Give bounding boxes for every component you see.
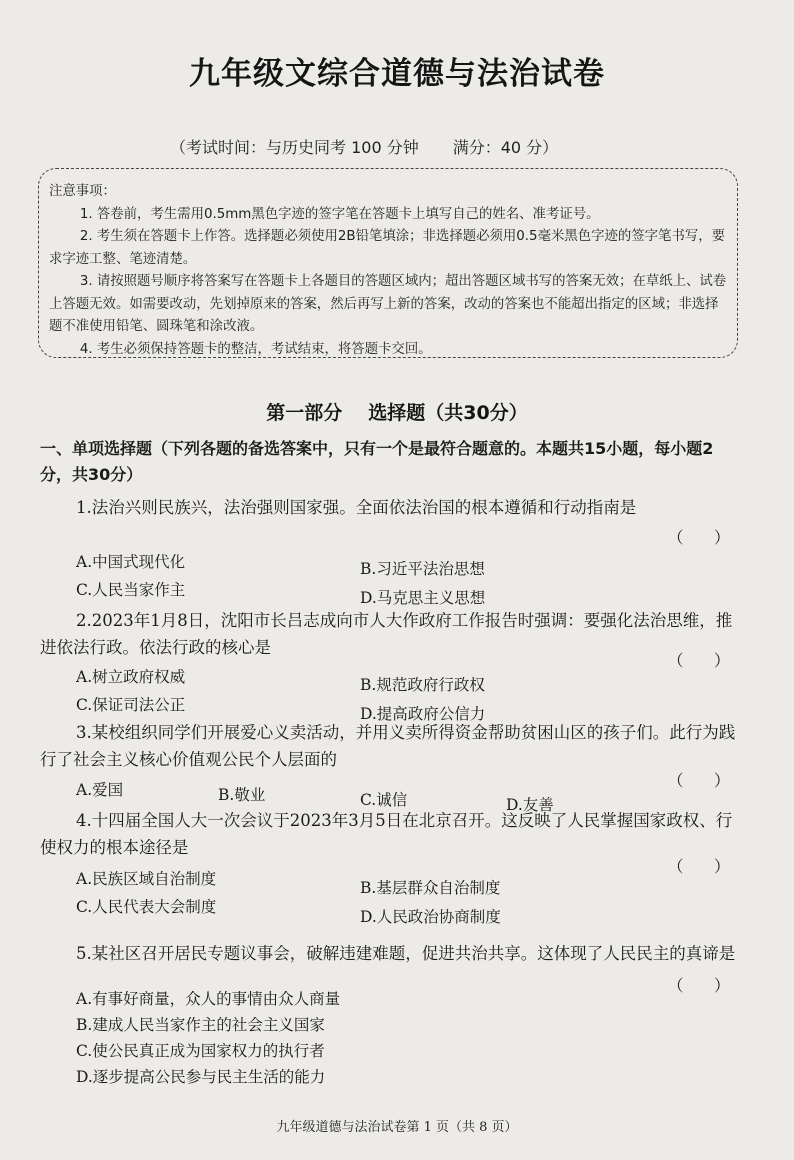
exam-info — [170, 135, 558, 158]
question-stem: 5.某社区召开居民专题议事会，破解违建难题，促进共治共享。这体现了人民民主的真谛是 — [76, 944, 736, 963]
option-c: C.人民代表大会制度 — [76, 898, 217, 916]
answer-blank[interactable]: （ ） — [667, 651, 730, 670]
answer-blank[interactable]: （ ） — [667, 771, 730, 790]
option-b: B.敬业 — [218, 786, 266, 804]
option-a: A.中国式现代化 — [76, 553, 186, 571]
exam-title: 九年级文综合道德与法治试卷 — [189, 56, 605, 92]
exam-score: 满分：40 分） — [452, 138, 559, 157]
question-2 — [40, 608, 740, 723]
question-stem: 2.2023年1月8日，沈阳市长吕志成向市人大作政府工作报告时强调：要强化法治思维，推进依法行政。依法行政的核心是 — [40, 611, 733, 657]
option-d: D.人民政治协商制度 — [360, 908, 501, 926]
option-a: A.民族区域自治制度 — [76, 870, 217, 888]
option-d: D.马克思主义思想 — [360, 589, 486, 607]
option-c: C.使公民真正成为国家权力的执行者 — [76, 1042, 325, 1060]
answer-blank[interactable]: （ ） — [667, 857, 730, 876]
answer-blank[interactable]: （ ） — [667, 528, 730, 547]
question-4 — [40, 808, 740, 926]
part-title: 选择题（共30分） — [368, 402, 528, 424]
option-c: C.保证司法公正 — [76, 696, 186, 714]
notice-heading: 注意事项： — [49, 184, 116, 199]
option-c: C.人民当家作主 — [76, 581, 186, 599]
option-a: A.树立政府权威 — [76, 668, 186, 686]
question-5 — [40, 941, 740, 1086]
part-name: 第一部分 — [266, 402, 343, 424]
option-c: C.诚信 — [360, 791, 408, 809]
question-3 — [40, 720, 740, 814]
option-a: A.爱国 — [76, 781, 124, 799]
page-footer: 九年级道德与法治试卷第 1 页（共 8 页） — [276, 1120, 518, 1135]
notice-item: 3. 请按照题号顺序将答案写在答题卡上各题目的答题区域内；超出答题区域书写的答案无效；在草纸上、试卷上答题无效。如需要改动，先划掉原来的答案，然后再写上新的答案，改动的答案也不能超出指定的区域；非选择题不准使用铅笔、圆珠笔和涂改液。 — [49, 274, 727, 334]
question-stem: 4.十四届全国人大一次会议于2023年3月5日在北京召开。这反映了人民掌握国家政权、行使权力的根本途径是 — [40, 811, 733, 857]
exam-time: （考试时间：与历史同考 100 分钟 — [170, 138, 419, 157]
answer-blank[interactable]: （ ） — [667, 976, 730, 995]
option-b: B.习近平法治思想 — [360, 560, 485, 578]
option-d: D.友善 — [506, 796, 554, 814]
question-stem: 1.法治兴则民族兴，法治强则国家强。全面依法治国的根本遵循和行动指南是 — [76, 498, 637, 517]
option-d: D.提高政府公信力 — [360, 705, 486, 723]
notice-item: 2. 考生须在答题卡上作答。选择题必须使用2B铅笔填涂；非选择题必须用0.5毫米黑色字迹的签字笔书写，要求字迹工整、笔迹清楚。 — [49, 229, 726, 267]
notice-item: 1. 答卷前，考生需用0.5mm黑色字迹的签字笔在答题卡上填写自己的姓名、准考证号。 — [79, 206, 600, 222]
question-stem: 3.某校组织同学们开展爱心义卖活动，并用义卖所得资金帮助贫困山区的孩子们。此行为践行了社会主义核心价值观公民个人层面的 — [40, 723, 736, 769]
question-1 — [40, 495, 740, 607]
notice-item: 4. 考生必须保持答题卡的整洁，考试结束，将答题卡交回。 — [79, 341, 432, 357]
part-heading — [0, 398, 794, 425]
section-instructions: 一、单项选择题（下列各题的备选答案中，只有一个是最符合题意的。本题共15小题，每小题2分，共30分） — [40, 439, 714, 484]
option-a: A.有事好商量，众人的事情由众人商量 — [76, 990, 341, 1008]
option-d: D.逐步提高公民参与民主生活的能力 — [76, 1068, 326, 1086]
option-b: B.规范政府行政权 — [360, 676, 485, 694]
option-b: B.建成人民当家作主的社会主义国家 — [76, 1016, 325, 1034]
notice-box — [38, 168, 738, 358]
option-b: B.基层群众自治制度 — [360, 879, 501, 897]
